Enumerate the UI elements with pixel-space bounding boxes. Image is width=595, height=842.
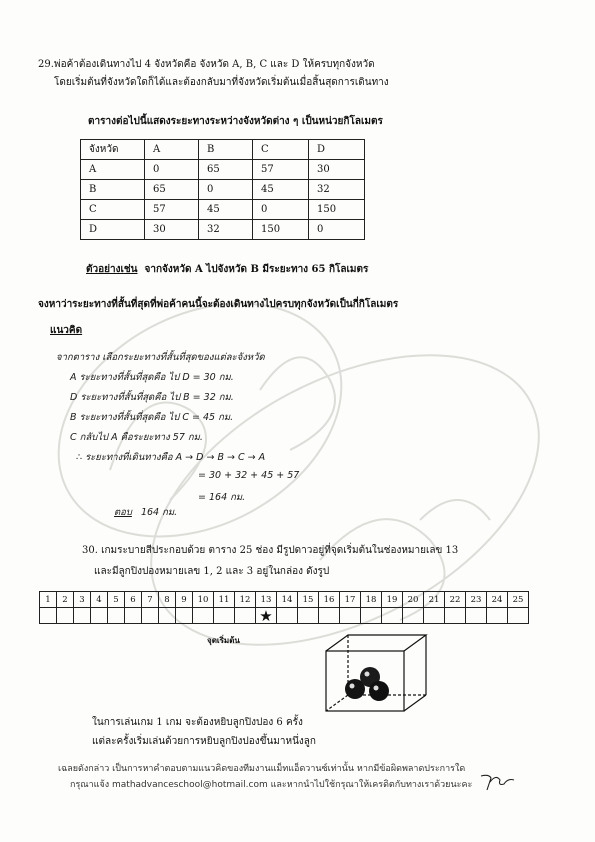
grid-number-cell: 16 <box>319 592 340 608</box>
grid-number-cell: 22 <box>445 592 466 608</box>
table-cell: 65 <box>199 160 253 180</box>
handwritten-line: ∴ ระยะทางที่เดินทางคือ A → D → B → C → A <box>76 452 266 463</box>
grid-blank-cell <box>424 608 445 624</box>
example-label: ตัวอย่างเช่น <box>86 264 138 275</box>
table-cell: 0 <box>309 220 365 240</box>
footer-line2: กรุณาแจ้ง mathadvanceschool@hotmail.com และหากนำไปใช้กรุณาให้เครดิตกับทางเราด้วยนะคะ <box>70 780 473 790</box>
grid-blank-cell <box>176 608 193 624</box>
grid-number-cell: 6 <box>125 592 142 608</box>
table-cell: 45 <box>253 180 309 200</box>
table-caption: ตารางต่อไปนี้แสดงระยะทางระหว่างจังหวัดต่าง ๆ เป็นหน่วยกิโลเมตร <box>88 116 383 127</box>
grid-number-cell: 13 <box>256 592 277 608</box>
grid-blank-row <box>40 608 529 624</box>
grid-blank-cell <box>57 608 74 624</box>
grid-number-cell: 10 <box>193 592 214 608</box>
example-text: จากจังหวัด A ไปจังหวัด B มีระยะทาง 65 กิโลเมตร <box>144 264 369 275</box>
grid-number-cell: 5 <box>108 592 125 608</box>
footer-note <box>58 761 472 793</box>
question-30 <box>82 540 458 582</box>
grid-number-cell: 12 <box>235 592 256 608</box>
question-29-line2: โดยเริ่มต้นที่จังหวัดใดก็ได้และต้องกลับมาที่จังหวัดเริ่มต้นเมื่อสิ้นสุดการเดินทาง <box>54 77 389 88</box>
grid-blank-cell <box>319 608 340 624</box>
grid-blank-cell <box>361 608 382 624</box>
grid-blank-cell <box>74 608 91 624</box>
play-rules <box>92 713 316 751</box>
grid-blank-cell <box>403 608 424 624</box>
handwritten-line: = 164 กม. <box>198 492 246 503</box>
guide-heading: แนวคิด <box>50 325 83 336</box>
grid-blank-cell <box>487 608 508 624</box>
footer-line1: เฉลยดังกล่าว เป็นการหาคำตอบตามแนวคิดของทีมงานแม็ทแอ็ดวานซ์เท่านั้น หากมีข้อผิดพลาดประการใด <box>58 764 466 774</box>
grid-blank-cell <box>125 608 142 624</box>
grid-blank-cell <box>235 608 256 624</box>
table-cell: 30 <box>309 160 365 180</box>
grid-blank-cell <box>214 608 235 624</box>
handwritten-line: = 30 + 32 + 45 + 57 <box>198 470 300 481</box>
table-cell: 32 <box>309 180 365 200</box>
grid-blank-cell <box>445 608 466 624</box>
grid-blank-cell <box>382 608 403 624</box>
grid-number-cell: 21 <box>424 592 445 608</box>
table-cell: 150 <box>309 200 365 220</box>
table-cell: D <box>81 220 145 240</box>
grid-number-cell: 23 <box>466 592 487 608</box>
grid-blank-cell <box>142 608 159 624</box>
distance-table <box>80 139 365 240</box>
table-cell: 32 <box>199 220 253 240</box>
handwritten-line: A ระยะทางที่สั้นที่สุดคือ ไป D = 30 กม. <box>70 372 234 383</box>
handwritten-line: D ระยะทางที่สั้นที่สุดคือ ไป B = 32 กม. <box>70 392 234 403</box>
grid-number-cell: 15 <box>298 592 319 608</box>
play-rule-line2: แต่ละครั้งเริ่มเล่นด้วยการหยิบลูกปิงปองขึ้นมาหนึ่งลูก <box>92 736 316 747</box>
handwritten-line: จากตาราง เลือกระยะทางที่สั้นที่สุดของแต่ละจังหวัด <box>56 352 265 363</box>
question-prompt: จงหาว่าระยะทางที่สั้นที่สุดที่พ่อค้าคนนี้จะต้องเดินทางไปครบทุกจังหวัดเป็นกี่กิโลเมตร <box>38 299 399 310</box>
grid-number-cell: 19 <box>382 592 403 608</box>
grid-number-cell: 4 <box>91 592 108 608</box>
grid-number-cell: 25 <box>508 592 529 608</box>
table-cell: C <box>81 200 145 220</box>
header-cell: B <box>199 140 253 160</box>
grid-blank-cell <box>277 608 298 624</box>
grid-number-cell: 17 <box>340 592 361 608</box>
table-row <box>81 180 365 200</box>
header-cell: A <box>145 140 199 160</box>
handwritten-line: B ระยะทางที่สั้นที่สุดคือ ไป C = 45 กม. <box>70 412 234 423</box>
grid-number-cell: 24 <box>487 592 508 608</box>
grid-blank-cell <box>193 608 214 624</box>
answer-label: ตอบ <box>114 507 132 518</box>
grid-number-cell: 20 <box>403 592 424 608</box>
grid-number-cell: 3 <box>74 592 91 608</box>
grid-number-cell: 11 <box>214 592 235 608</box>
table-row <box>81 160 365 180</box>
grid-blank-cell <box>40 608 57 624</box>
grid-blank-cell <box>159 608 176 624</box>
ping-pong-box-image <box>324 633 428 713</box>
grid-blank-cell <box>508 608 529 624</box>
example-line <box>86 262 368 277</box>
answer-value: 164 กม. <box>140 507 178 518</box>
grid-number-cell: 8 <box>159 592 176 608</box>
play-rule-line1: ในการเล่นเกม 1 เกม จะต้องหยิบลูกปิงปอง 6 ครั้ง <box>92 717 303 728</box>
grid-blank-cell <box>298 608 319 624</box>
grid-number-cell: 7 <box>142 592 159 608</box>
answer-line <box>114 505 177 520</box>
grid-number-row <box>40 592 529 608</box>
grid-number-cell: 18 <box>361 592 382 608</box>
header-cell: C <box>253 140 309 160</box>
question-29-line1: พ่อค้าต้องเดินทางไป 4 จังหวัดคือ จังหวัด A, B, C และ D ให้ครบทุกจังหวัด <box>54 59 375 70</box>
table-cell: 57 <box>253 160 309 180</box>
table-header-row <box>81 140 365 160</box>
grid-blank-cell <box>340 608 361 624</box>
table-cell: 45 <box>199 200 253 220</box>
question-30-line2: และมีลูกปิงปองหมายเลข 1, 2 และ 3 อยู่ในกล่อง ดังรูป <box>94 566 330 577</box>
header-cell: จังหวัด <box>81 140 145 160</box>
grid-blank-cell <box>466 608 487 624</box>
grid-number-cell: 9 <box>176 592 193 608</box>
question-29 <box>38 56 389 92</box>
question-number: 29. <box>38 59 54 70</box>
grid-number-cell: 1 <box>40 592 57 608</box>
table-cell: 30 <box>145 220 199 240</box>
game-grid <box>39 591 529 624</box>
header-cell: D <box>309 140 365 160</box>
grid-number-cell: 14 <box>277 592 298 608</box>
table-cell: 57 <box>145 200 199 220</box>
start-label: จุดเริ่มต้น <box>207 635 240 645</box>
table-cell: B <box>81 180 145 200</box>
table-cell: 0 <box>145 160 199 180</box>
star-icon: ★ <box>256 608 277 624</box>
table-row <box>81 220 365 240</box>
question-30-line1: 30. เกมระบายสีประกอบด้วย ตาราง 25 ช่อง มีรูปดาวอยู่ที่จุดเริ่มต้นในช่องหมายเลข 13 <box>82 545 459 556</box>
signature-image <box>478 772 518 792</box>
table-row <box>81 200 365 220</box>
grid-blank-cell <box>91 608 108 624</box>
table-cell: 0 <box>199 180 253 200</box>
table-cell: A <box>81 160 145 180</box>
table-cell: 65 <box>145 180 199 200</box>
grid-number-cell: 2 <box>57 592 74 608</box>
grid-blank-cell <box>108 608 125 624</box>
table-cell: 150 <box>253 220 309 240</box>
handwritten-line: C กลับไป A คือระยะทาง 57 กม. <box>70 432 203 443</box>
table-cell: 0 <box>253 200 309 220</box>
